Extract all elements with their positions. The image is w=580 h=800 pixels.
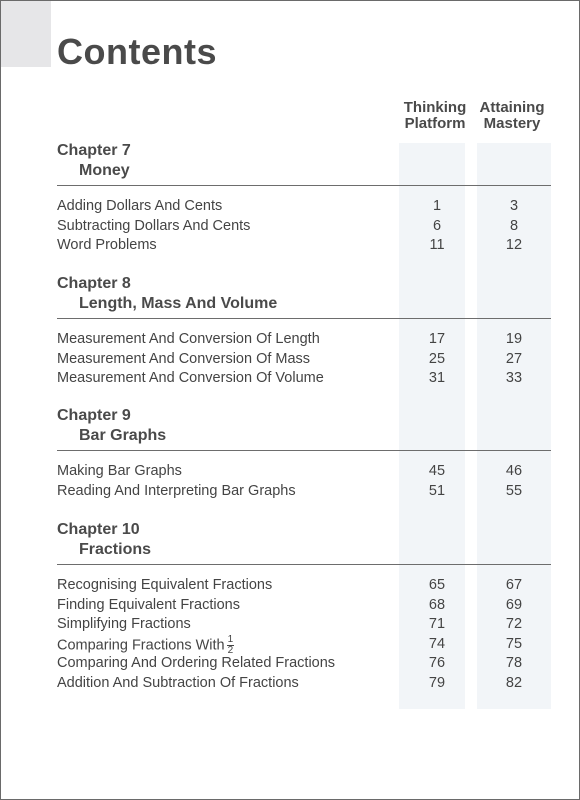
lesson-title-text: Simplifying Fractions: [57, 616, 191, 632]
chapter-block: [57, 141, 551, 256]
thinking-platform-page: 68: [428, 596, 446, 613]
lesson-title-text: Recognising Equivalent Fractions: [57, 577, 273, 593]
attaining-mastery-page: 55: [505, 482, 523, 499]
lesson-title-text: Measurement And Conversion Of Length: [57, 331, 320, 347]
lesson-title-text: Subtracting Dollars And Cents: [57, 217, 251, 234]
thinking-platform-page: 45: [428, 463, 446, 479]
toc-row: [57, 482, 551, 502]
lesson-list: [57, 576, 551, 693]
lesson-title-text: Measurement And Conversion Of Mass: [57, 350, 311, 367]
thinking-platform-page: 6: [432, 217, 442, 234]
thinking-platform-page: 1: [432, 198, 442, 214]
attaining-mastery-page: 46: [505, 463, 523, 479]
lesson-list: [57, 197, 551, 256]
chapter-block: [57, 274, 551, 389]
attaining-mastery-page: 3: [509, 198, 519, 214]
thinking-platform-header-line1: Thinking: [403, 99, 467, 116]
toc-row: [57, 197, 551, 217]
lesson-title: [57, 596, 240, 616]
page-title: Contents: [57, 31, 217, 72]
lesson-title: [57, 462, 182, 482]
chapter-title: Money: [79, 162, 130, 179]
chapter-divider: [57, 564, 551, 565]
lesson-title: [57, 217, 250, 237]
fraction-one-half: [227, 635, 235, 656]
lesson-title: [57, 674, 299, 694]
lesson-list: [57, 462, 551, 501]
lesson-title: [57, 654, 335, 674]
chapter-number: Chapter 7: [57, 142, 131, 159]
thinking-platform-page: 11: [429, 237, 445, 253]
corner-tab: [1, 1, 51, 67]
chapter-divider: [57, 185, 551, 186]
toc-row: [57, 217, 551, 237]
lesson-title: [57, 369, 324, 389]
thinking-platform-page: 74: [428, 635, 446, 652]
attaining-mastery-page: 33: [505, 370, 523, 386]
chapter-title: Bar Graphs: [79, 427, 167, 444]
lesson-title-text: Measurement And Conversion Of Volume: [57, 370, 324, 386]
lesson-title: [57, 615, 191, 635]
attaining-mastery-page: 75: [505, 635, 523, 652]
lesson-title: [57, 576, 272, 596]
thinking-platform-page: 51: [428, 482, 446, 499]
toc-row: [57, 654, 551, 674]
toc-row: [57, 615, 551, 635]
lesson-title: [57, 482, 296, 502]
toc-row: [57, 596, 551, 616]
lesson-title-text: Adding Dollars And Cents: [57, 198, 223, 214]
lesson-title-text: Word Problems: [57, 237, 157, 253]
lesson-title: [57, 236, 157, 256]
lesson-title: [57, 635, 234, 656]
chapter-title: Fractions: [79, 541, 152, 558]
thinking-platform-page: 79: [428, 674, 446, 691]
lesson-title-text: Reading And Interpreting Bar Graphs: [57, 482, 296, 499]
thinking-platform-page: 31: [428, 370, 446, 386]
attaining-mastery-header-line2: Mastery: [483, 115, 541, 132]
toc-row: [57, 635, 551, 655]
attaining-mastery-page: 69: [505, 596, 523, 613]
lesson-title-text: Finding Equivalent Fractions: [57, 596, 240, 613]
fraction-numerator: 1: [227, 633, 234, 645]
thinking-platform-page: 17: [428, 331, 446, 347]
chapter-block: [57, 520, 551, 693]
attaining-mastery-page: 82: [505, 674, 523, 691]
chapter-block: [57, 406, 551, 501]
chapter-divider: [57, 318, 551, 319]
toc-row: [57, 576, 551, 596]
attaining-mastery-page: 72: [505, 616, 523, 632]
toc-row: [57, 369, 551, 389]
chapter-divider: [57, 450, 551, 451]
lesson-title-text: Addition And Subtraction Of Fractions: [57, 674, 299, 691]
lesson-title-text: Comparing Fractions With: [57, 636, 225, 653]
toc-row: [57, 674, 551, 694]
attaining-mastery-page: 67: [505, 577, 523, 593]
lesson-title-text: Making Bar Graphs: [57, 463, 182, 479]
toc-row: [57, 350, 551, 370]
lesson-title: [57, 330, 320, 350]
attaining-mastery-page: 27: [505, 350, 523, 367]
toc-row: [57, 330, 551, 350]
chapter-number: Chapter 8: [57, 275, 131, 292]
attaining-mastery-page: 12: [505, 237, 523, 253]
thinking-platform-page: 25: [428, 350, 446, 367]
toc-row: [57, 462, 551, 482]
attaining-mastery-page: 78: [505, 655, 523, 671]
thinking-platform-page: 76: [428, 655, 446, 671]
thinking-platform-header-line2: Platform: [404, 115, 466, 132]
thinking-platform-header: [397, 100, 473, 132]
chapter-number: Chapter 9: [57, 407, 131, 424]
lesson-title-text: Comparing And Ordering Related Fractions: [57, 655, 336, 671]
fraction-denominator: 2: [227, 644, 234, 656]
lesson-title: [57, 350, 310, 370]
attaining-mastery-page: 8: [509, 217, 519, 234]
chapter-number: Chapter 10: [57, 521, 140, 538]
thinking-platform-page: 65: [428, 577, 446, 593]
attaining-mastery-header-line1: Attaining: [479, 99, 545, 116]
attaining-mastery-page: 19: [505, 331, 523, 347]
toc-row: [57, 236, 551, 256]
thinking-platform-page: 71: [428, 616, 446, 632]
lesson-list: [57, 330, 551, 389]
lesson-title: [57, 197, 222, 217]
attaining-mastery-header: [473, 100, 551, 132]
chapter-title: Length, Mass And Volume: [79, 295, 278, 312]
